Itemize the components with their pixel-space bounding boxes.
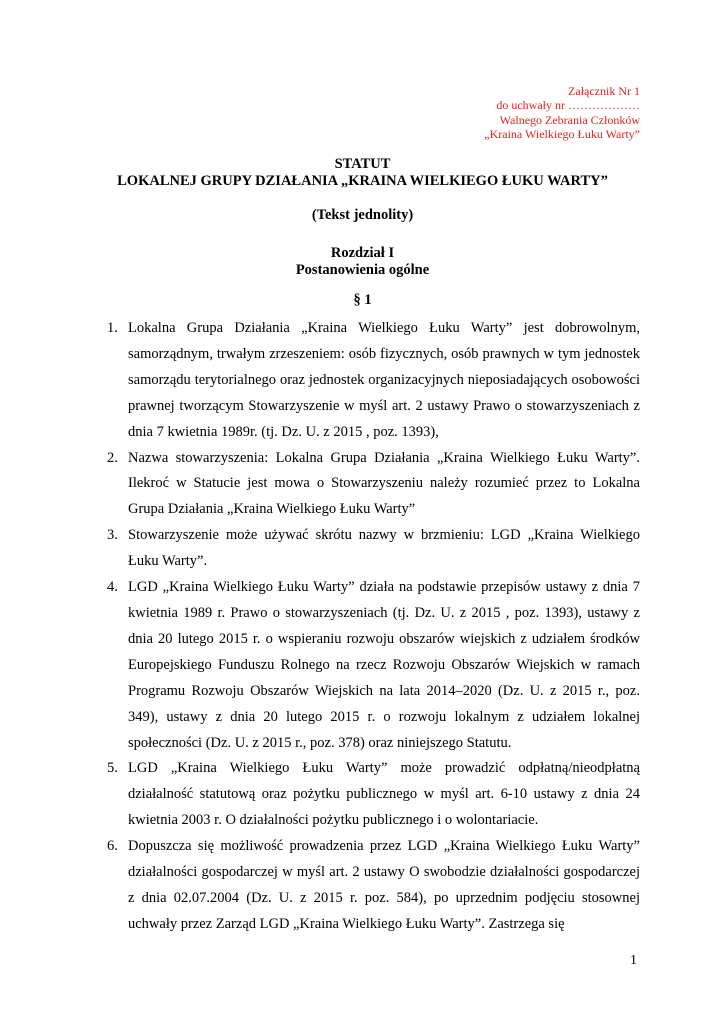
list-item: [107, 446, 640, 524]
item-text: Lokalna Grupa Działania „Kraina Wielkiego Łuku Warty” jest dobrowolnym, samorządnym, trwałym zrzeszeniem: osób fizycznych, osób prawnych w tym jednostek samorządu terytorialnego oraz jednostek organizacyjnych nieposiadających osobowości prawnej tworzącym Stowarzyszenie w myśl art. 2 ustawy Prawo o stowarzyszeniach z dnia 7 kwietnia 1989r. (tj. Dz. U. z 2015 , poz. 1393),: [128, 320, 640, 440]
item-number: 6.: [107, 838, 118, 855]
list-item: [107, 756, 640, 834]
chapter-heading: [0, 245, 725, 279]
title-line: LOKALNEJ GRUPY DZIAŁANIA „KRAINA WIELKIEGO ŁUKU WARTY”: [117, 173, 608, 189]
list-item: [107, 575, 640, 756]
attachment-line: do uchwały nr ………………: [496, 98, 640, 113]
item-number: 4.: [107, 579, 118, 596]
item-number: 3.: [107, 527, 118, 544]
list-item: [107, 834, 640, 938]
list-item: [107, 316, 640, 446]
item-number: 2.: [107, 449, 118, 466]
attachment-line: Załącznik Nr 1: [568, 84, 640, 98]
item-number: 1.: [107, 320, 118, 336]
attachment-line: Walnego Zebrania Członków: [499, 112, 640, 127]
page-number: 1: [630, 953, 637, 968]
item-text: Dopuszcza się możliwość prowadzenia przez LGD „Kraina Wielkiego Łuku Warty” działalności gospodarczej w myśl art. 2 ustawy O swobodzie działalności gospodarczej z dnia 02.07.2004 (Dz. U. z 2015 r. poz. 584), po uprzednim podjęciu stosownej uchwały przez Zarząd LGD „Kraina Wielkiego Łuku Warty”. Zastrzega się: [128, 838, 640, 932]
item-text: Stowarzyszenie może używać skrótu nazwy w brzmieniu: LGD „Kraina Wielkiego Łuku Warty”.: [128, 527, 640, 570]
title-line: STATUT: [334, 156, 391, 172]
chapter-number: Rozdział I: [330, 245, 395, 261]
subtitle: (Tekst jednolity): [311, 207, 414, 223]
document-title: [0, 156, 725, 190]
section-mark: § 1: [353, 292, 372, 308]
item-number: 5.: [107, 760, 118, 777]
paragraph-list: [107, 316, 640, 938]
list-item: [107, 523, 640, 575]
attachment-line: „Kraina Wielkiego Łuku Warty”: [484, 126, 640, 141]
item-text: LGD „Kraina Wielkiego Łuku Warty” może prowadzić odpłatną/nieodpłatną działalność statutową oraz pożytku publicznego w myśl art. 6-10 ustawy z dnia 24 kwietnia 2003 r. O działalności pożytku publicznego i o wolontariacie.: [128, 760, 640, 829]
item-text: Nazwa stowarzyszenia: Lokalna Grupa Działania „Kraina Wielkiego Łuku Warty”. Ilekroć w Statucie jest mowa o Stowarzyszeniu należy rozumieć przez to Lokalna Grupa Działania „Kraina Wielkiego Łuku Warty”: [128, 449, 640, 518]
chapter-name: Postanowienia ogólne: [295, 262, 430, 278]
item-text: LGD „Kraina Wielkiego Łuku Warty” działa na podstawie przepisów ustawy z dnia 7 kwietnia 1989 r. Prawo o stowarzyszeniach (tj. Dz. U. z 2015 , poz. 1393), ustawy z dnia 20 lutego 2015 r. o wspieraniu rozwoju obszarów wiejskich z udziałem środków Europejskiego Funduszu Rolnego na rzecz Rozwoju Obszarów Wiejskich w ramach Programu Rozwoju Obszarów Wiejskich na lata 2014–2020 (Dz. U. z 2015 r., poz. 349), ustawy z dnia 20 lutego 2015 r. o rozwoju lokalnym z udziałem lokalnej społeczności (Dz. U. z 2015 r., poz. 378) oraz niniejszego Statutu.: [128, 579, 640, 751]
attachment-note: [484, 84, 640, 141]
